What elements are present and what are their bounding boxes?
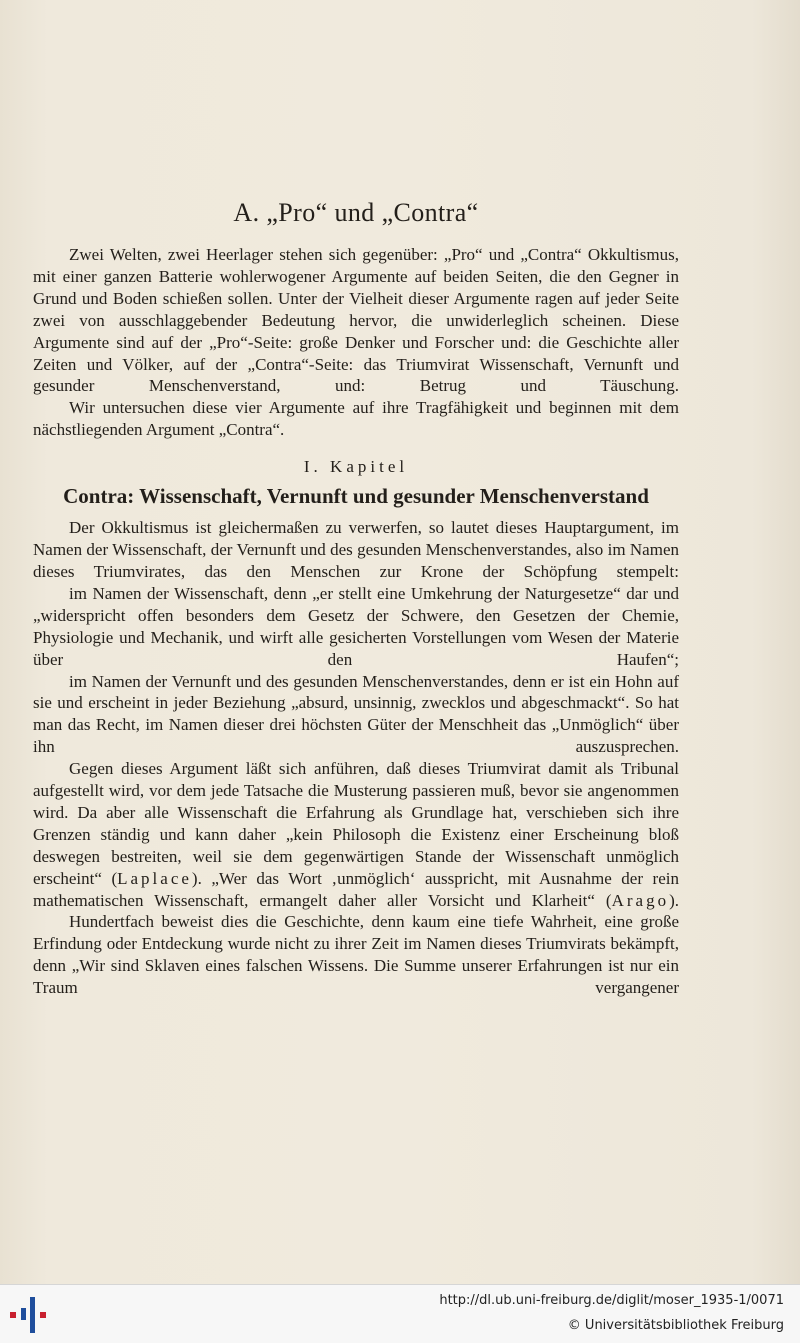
author-arago: Arago — [611, 890, 670, 910]
logo-center-bar — [30, 1297, 35, 1333]
paragraph-4-part-a: Gegen dieses Argument läßt sich anführen, daß dieses Triumvirat damit als Tribunal aufgestellt wird, vor dem jede Tatsache die Musterung passieren muß, bevor sie angenommen wird. Da aber alle Wissenschaft die Erfahrung als Grundlage hat, verschieben sich ihre Grenzen ständig und kann daher „kein Philosoph die Existenz einer Erscheinung bloß deswegen bestreiten, weil sie dem gegenwärtigen Stande der Wissenschaft unmöglich erscheint“ ( — [33, 759, 679, 888]
chapter-title: Contra: Wissenschaft, Vernunft und gesunder Menschenverstand — [63, 484, 649, 509]
page-content — [33, 198, 679, 999]
paragraph-4-part-b: ). „Wer das Wort ‚unmöglich‘ ausspricht, mit Ausnahme der rein mathematischen Wissenschaft, ermangelt daher aller Vorsicht und Klarheit“ ( — [33, 868, 679, 910]
intro-paragraph-1: Zwei Welten, zwei Heerlager stehen sich gegenüber: „Pro“ und „Contra“ Okkultismus, mit einer ganzen Batterie wohlerwogener Argumente auf beiden Seiten, die den Gegner in Grund und Boden schießen sollen. Unter der Vielheit dieser Argumente ragen auf jeder Seite zwei von ausschlaggebender Bedeutung hervor, die unwiderleglich scheinen. Diese Argumente sind auf der „Pro“-Seite: große Denker und Forscher und: die Geschichte aller Zeiten und Völker, auf der „Contra“-Seite: das Triumvirat Wissenschaft, Vernunft und gesunder Menschenverstand, und: Betrug und Täuschung. — [33, 245, 679, 396]
paragraph-4-part-c: ). — [669, 890, 679, 910]
chapter-paragraph-4 — [33, 758, 679, 911]
logo-left-bar — [21, 1308, 26, 1320]
viewer-footer — [0, 1284, 800, 1343]
chapter-paragraph-2: im Namen der Wissenschaft, denn „er stellt eine Umkehrung der Naturgesetze“ dar und „widerspricht offen besonders dem Gesetz der Schwere, den Gesetzen der Chemie, Physiologie und Mechanik, und wirft alle gesicherten Vorstellungen vom Wesen der Materie über den Haufen“; — [33, 583, 679, 669]
intro-paragraph-2: Wir untersuchen diese vier Argumente auf ihre Tragfähigkeit und beginnen mit dem nächstliegenden Argument „Contra“. — [33, 398, 679, 440]
chapter-paragraph-5: Hundertfach beweist dies die Geschichte, denn kaum eine tiefe Wahrheit, eine große Erfindung oder Entdeckung wurde nicht zu ihrer Zeit im Namen dieses Triumvirats bekämpft, denn „Wir sind Sklaven eines falschen Wissens. Die Summe unserer Erfahrungen ist nur ein Traum vergangener — [33, 912, 679, 998]
chapter-paragraph-3: im Namen der Vernunft und des gesunden Menschenverstandes, denn er ist ein Hohn auf sie und erscheint in jeder Beziehung „absurd, unsinnig, zwecklos und abgeschmackt“. So hat man das Recht, im Namen dieser drei höchsten Güter der Menschheit das „Unmöglich“ über ihn auszusprechen. — [33, 671, 679, 757]
chapter-label: I. Kapitel — [303, 457, 409, 477]
copyright-text: © Universitätsbibliothek Freiburg — [567, 1318, 784, 1333]
permalink-url[interactable]: http://dl.ub.uni-freiburg.de/diglit/moser_1935-1/0071 — [439, 1293, 784, 1308]
section-heading: A. „Pro“ und „Contra“ — [233, 198, 479, 227]
author-laplace: Laplace — [117, 868, 192, 888]
library-logo-icon — [10, 1295, 54, 1335]
logo-right-square — [40, 1312, 46, 1318]
logo-left-square — [10, 1312, 16, 1318]
chapter-paragraph-1: Der Okkultismus ist gleichermaßen zu verwerfen, so lautet dieses Hauptargument, im Namen der Wissenschaft, der Vernunft und des gesunden Menschenverstandes, also im Namen dieses Triumvirates, das den Menschen zur Krone der Schöpfung stempelt: — [33, 518, 679, 581]
